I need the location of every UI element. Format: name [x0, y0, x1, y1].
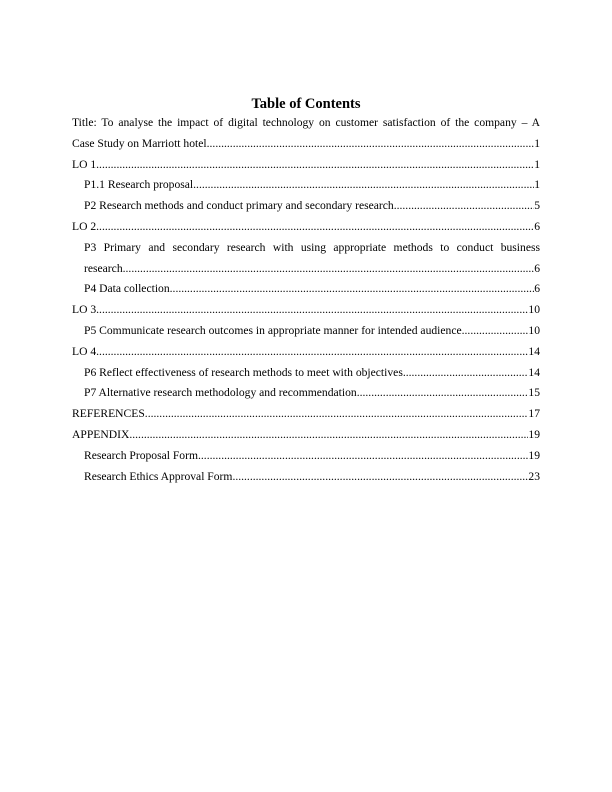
toc-page-number: 1: [534, 178, 540, 192]
toc-entry[interactable]: [72, 175, 540, 196]
toc-entry-label: P6 Reflect effectiveness of research methods to meet with objectives: [84, 365, 403, 379]
toc-entry[interactable]: [72, 155, 540, 176]
toc-entry[interactable]: [72, 279, 540, 300]
toc-entry[interactable]: [72, 196, 540, 217]
toc-entry-line[interactable]: P3 Primary and secondary research with using appropriate methods to conduct business: [84, 240, 540, 254]
toc-entry[interactable]: [72, 404, 540, 425]
dot-leader: [357, 383, 529, 404]
toc-entry-label: LO 1: [72, 157, 97, 171]
toc-entry[interactable]: [72, 425, 540, 446]
toc-page-number: 23: [528, 469, 540, 483]
dot-leader: [96, 300, 528, 321]
dot-leader: [123, 259, 535, 280]
toc-page-number: 19: [528, 448, 540, 462]
toc-entry[interactable]: [72, 300, 540, 321]
toc-entry[interactable]: [72, 134, 540, 155]
dot-leader: [198, 446, 528, 467]
toc-page-number: 6: [534, 219, 540, 233]
toc-entry-label: P2 Research methods and conduct primary and secondary research: [84, 199, 394, 213]
toc-entry[interactable]: [72, 383, 540, 404]
toc-entry[interactable]: [72, 446, 540, 467]
dot-leader: [193, 175, 534, 196]
toc-page-number: 19: [528, 427, 540, 441]
toc-entry[interactable]: [72, 217, 540, 238]
toc-entry-label: P4 Data collection: [84, 282, 170, 296]
toc-entry[interactable]: [72, 467, 540, 488]
toc-page-number: 5: [534, 199, 540, 213]
toc-entry[interactable]: [72, 342, 540, 363]
toc-entry-label: LO 3: [72, 303, 97, 317]
toc-page-number: 1: [534, 136, 540, 150]
toc-entry[interactable]: [72, 363, 540, 384]
dot-leader: [96, 217, 534, 238]
dot-leader: [96, 155, 534, 176]
toc-entry-label: Case Study on Marriott hotel.: [72, 136, 210, 150]
dot-leader: [170, 279, 535, 300]
toc-page-number: 15: [528, 386, 540, 400]
dot-leader: [129, 425, 528, 446]
toc-page-number: 1: [534, 157, 540, 171]
toc-entry-label: P1.1 Research proposal: [84, 178, 194, 192]
toc-page-number: 10: [528, 323, 540, 337]
toc-page-number: 14: [528, 365, 540, 379]
dot-leader: [394, 196, 535, 217]
toc-page-number: 6: [534, 282, 540, 296]
toc-entry[interactable]: [72, 321, 540, 342]
table-of-contents: [72, 113, 540, 487]
toc-heading: Table of Contents: [251, 96, 361, 112]
toc-entry[interactable]: [72, 259, 540, 280]
dot-leader: [145, 404, 529, 425]
dot-leader: [210, 134, 535, 155]
dot-leader: [462, 321, 529, 342]
toc-entry-label: P5 Communicate research outcomes in appropriate manner for intended audience: [84, 323, 462, 337]
toc-entry-label: APPENDIX: [72, 427, 130, 441]
dot-leader: [96, 342, 528, 363]
toc-entry-label: research: [84, 261, 123, 275]
toc-page-number: 17: [528, 407, 540, 421]
dot-leader: [232, 467, 528, 488]
toc-entry-line[interactable]: Title: To analyse the impact of digital technology on customer satisfaction of the company – A: [72, 116, 540, 129]
toc-page-number: 14: [528, 344, 540, 358]
toc-entry-label: REFERENCES: [72, 407, 145, 421]
dot-leader: [403, 363, 529, 384]
toc-entry-label: LO 2: [72, 219, 97, 233]
toc-entry-label: LO 4: [72, 344, 97, 358]
toc-entry-label: Research Proposal Form: [84, 448, 198, 462]
toc-entry-label: Research Ethics Approval Form: [84, 469, 233, 483]
toc-page-number: 10: [528, 303, 540, 317]
toc-page-number: 6: [534, 261, 540, 275]
toc-entry-label: P7 Alternative research methodology and recommendation: [84, 386, 357, 400]
